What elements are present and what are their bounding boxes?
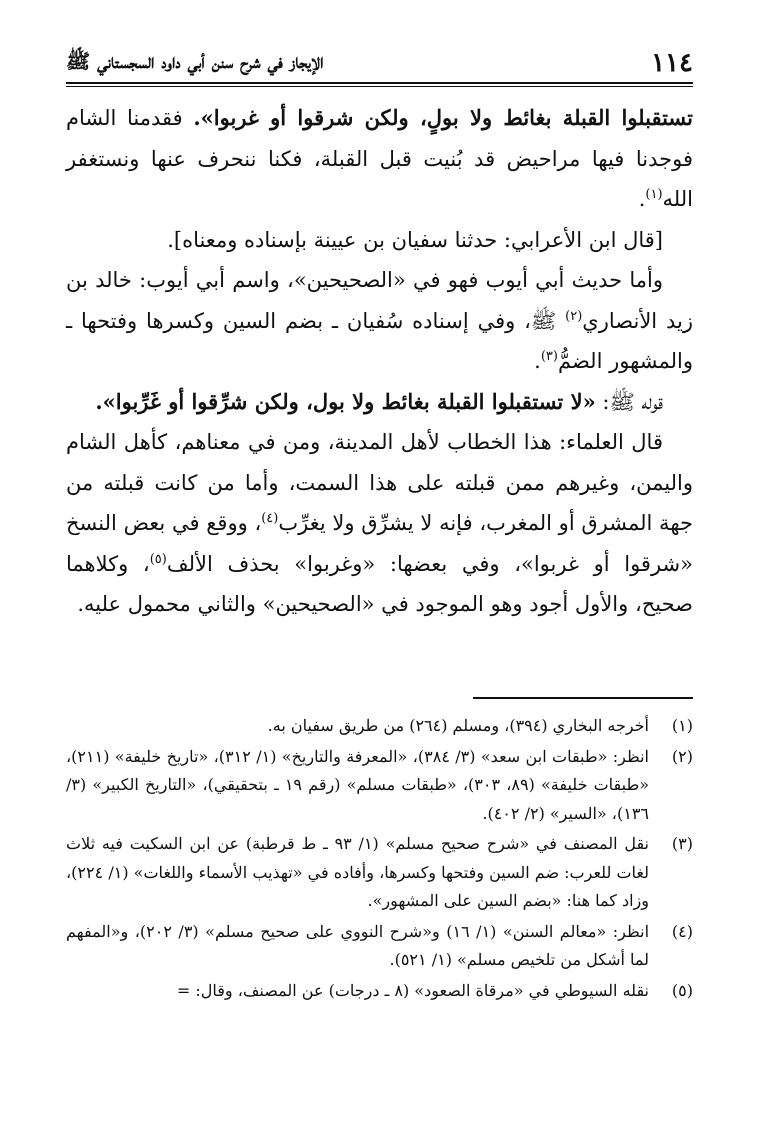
paragraph-text: قال العلماء: هذا الخطاب لأهل المدينة، ومن في معناهم، كأهل الشام واليمن، وغيرهم ممن قبلته على هذا السمت، وأما من كانت قبلته من جهة المشرق أو المغرب، فإنه لا يشرِّق ولا يغرِّب — [66, 430, 693, 535]
footnote-text: نقل المصنف في «شرح صحيح مسلم» (١/ ٩٣ ـ ط قرطبة) عن ابن السكيت فيه ثلاث لغات للعرب: ضم السين وفتحها وكسرها، وأفاده في «تهذيب الأسماء واللغات» (١/ ٢٢٤)، وزاد كما هنا: «بضم السين على المشهور». — [66, 834, 649, 910]
footnote-text: انظر: «طبقات ابن سعد» (٣/ ٣٨٤)، «المعرفة والتاريخ» (١/ ٣١٢)، «تاريخ خليفة» (٢١١)، «طبقات خليفة» (٨٩، ٣٠٣)، «طبقات مسلم» (رقم ١٩ ـ بتحقيقي)، «التاريخ الكبير» (٣/ ١٣٦)، «السير» (٢/ ٤٠٢). — [66, 746, 649, 823]
page-number: ١١٤ — [651, 48, 693, 78]
punctuation: . — [638, 187, 646, 211]
footnote-number: (٣) — [671, 834, 693, 853]
footnote-text: انظر: «معالم السنن» (١/ ١٦) و«شرح النووي على صحيح مسلم» (٣/ ٢٠٢)، و«المفهم لما أشكل من تلخيص مسلم» (١/ ٥٢١). — [66, 921, 650, 969]
footnote-ref[interactable]: (٥) — [149, 551, 167, 567]
footnote-text: أخرجه البخاري (٣٩٤)، ومسلم (٢٦٤) من طريق سفيان به. — [267, 716, 649, 735]
paragraph-text: ، وكلاهما صحيح، والأول أجود وهو الموجود في «الصحيحين» والثاني محمول عليه. — [66, 551, 693, 616]
footnote-ref[interactable]: (٣) — [540, 349, 558, 364]
paragraph-text: ﷺ، وفي إسناده سُفيان ـ بضم السين وكسرها وفتحها ـ والمشهور الضمُّ — [66, 308, 693, 373]
footnote — [66, 743, 693, 829]
hadith-text: تستقبلوا القبلة بغائط ولا بولٍ، ولكن شرقوا أو غربوا». — [193, 105, 694, 130]
punctuation: . — [534, 349, 541, 373]
footnote-ref[interactable]: (١) — [645, 187, 663, 202]
paragraph — [66, 422, 693, 625]
footnote — [66, 918, 693, 975]
footnote-divider — [473, 697, 693, 699]
page-header — [66, 42, 693, 78]
paragraph — [66, 98, 693, 220]
paragraph-text: وأما حديث أبي أيوب فهو في «الصحيحين»، واسم أبي أيوب: خالد بن زيد الأنصاري — [66, 268, 694, 333]
paragraph — [66, 382, 693, 423]
running-title: الإيجاز في شرح سنن أبي داود السجستاني ﷺ — [66, 49, 324, 73]
footnote-number: (١) — [671, 716, 693, 735]
main-text — [66, 98, 693, 625]
footnote-ref[interactable]: (٤) — [261, 511, 279, 526]
paragraph: [قال ابن الأعرابي: حدثنا سفيان بن عيينة بإسناده ومعناه]. — [167, 227, 663, 252]
footnote-number: (٥) — [671, 980, 693, 1000]
footnote-number: (٢) — [671, 746, 693, 766]
hadith-text: «لا تستقبلوا القبلة بغائط ولا بول، ولكن شرِّقوا أو غَرِّبوا». — [95, 388, 596, 414]
paragraph-text: ، ووقع في بعض النسخ «شرقوا أو غربوا»، وفي بعضها: «وغربوا» بحذف الألف — [66, 511, 693, 576]
paragraph — [66, 260, 693, 382]
paragraph-text: فقدمنا الشام فوجدنا فيها مراحيض قد بُنيت قبل القبلة، فكنا ننحرف عنها ونستغفر الله — [66, 106, 693, 211]
footnote-ref[interactable]: (٢) — [565, 308, 583, 324]
header-rule — [66, 82, 693, 87]
footnote — [66, 977, 693, 1006]
footnote — [66, 712, 693, 741]
footnotes — [66, 712, 693, 1007]
footnote — [66, 830, 693, 916]
footnote-text: نقله السيوطي في «مرقاة الصعود» (٨ ـ درجات) عن المصنف، وقال: = — [176, 980, 649, 1000]
footnote-number: (٤) — [671, 921, 693, 941]
paragraph-text: قوله ﷺ: — [595, 389, 663, 414]
